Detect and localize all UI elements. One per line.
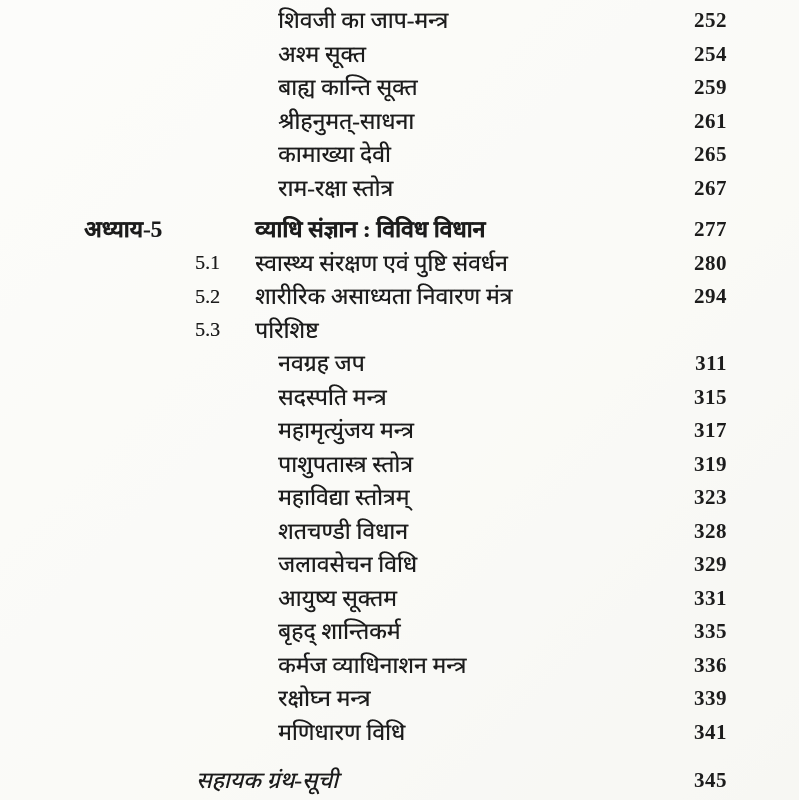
toc-section-row <box>0 280 799 314</box>
page-number: 267 <box>694 175 727 200</box>
entry-title: नवग्रह जप <box>278 351 365 377</box>
entry-title: शिवजी का जाप-मन्त्र <box>278 8 449 34</box>
page-number: 254 <box>694 41 727 66</box>
toc-footer-row <box>0 763 799 799</box>
page-number: 336 <box>694 652 727 677</box>
entry-title: बाह्य कान्ति सूक्त <box>278 75 418 101</box>
section-title: स्वास्थ्य संरक्षण एवं पुष्टि संवर्धन <box>255 250 508 276</box>
toc-chapter-row <box>0 213 799 247</box>
page-number: 265 <box>694 142 727 167</box>
page-number: 328 <box>694 518 727 543</box>
entry-title: मणिधारण विधि <box>278 719 406 745</box>
toc-section-row <box>0 247 799 281</box>
toc-entry-row <box>0 138 799 172</box>
chapter-label: अध्याय-5 <box>84 217 163 243</box>
page-number: 311 <box>695 351 727 376</box>
toc-entry-row <box>0 347 799 381</box>
toc-entry-row <box>0 448 799 482</box>
page-number: 259 <box>694 75 727 100</box>
toc-entry-row <box>0 481 799 515</box>
toc-section-row <box>0 314 799 348</box>
page-number: 315 <box>694 384 727 409</box>
section-number: 5.2 <box>195 285 220 308</box>
toc-entry-row <box>0 105 799 139</box>
toc-entry-row <box>0 582 799 616</box>
section-title: शारीरिक असाध्यता निवारण मंत्र <box>255 284 513 310</box>
entry-title: अश्म सूक्त <box>278 41 366 67</box>
entry-title: सदस्पति मन्त्र <box>278 384 387 410</box>
page-number: 339 <box>694 686 727 711</box>
page-number: 345 <box>694 768 727 793</box>
entry-title: कर्मज व्याधिनाशन मन्त्र <box>278 652 467 678</box>
toc-entry-row <box>0 38 799 72</box>
page-number: 280 <box>694 250 727 275</box>
entry-title: शतचण्डी विधान <box>278 518 408 544</box>
page-number: 323 <box>694 485 727 510</box>
page-number: 329 <box>694 552 727 577</box>
entry-title: कामाख्या देवी <box>278 142 391 168</box>
section-number: 5.1 <box>195 252 220 275</box>
toc-entry-row <box>0 515 799 549</box>
entry-title: जलावसेचन विधि <box>278 552 417 578</box>
page-number: 261 <box>694 108 727 133</box>
toc-entry-row <box>0 649 799 683</box>
chapter-title: व्याधि संज्ञान : विविध विधान <box>255 217 486 243</box>
entry-title: महामृत्युंजय मन्त्र <box>278 418 414 444</box>
page-number: 294 <box>694 284 727 309</box>
entry-title: श्रीहनुमत्-साधना <box>278 108 415 134</box>
toc-entry-row <box>0 172 799 206</box>
bibliography-title: सहायक ग्रंथ-सूची <box>196 768 338 794</box>
toc-entry-row <box>0 71 799 105</box>
entry-title: आयुष्य सूक्तम <box>278 585 397 611</box>
page-number: 317 <box>694 418 727 443</box>
page-number: 331 <box>694 585 727 610</box>
page-number: 277 <box>694 217 727 242</box>
section-title: परिशिष्ट <box>255 317 319 343</box>
toc-entry-row <box>0 414 799 448</box>
entry-title: रक्षोघ्न मन्त्र <box>278 686 371 712</box>
toc-entry-row <box>0 4 799 38</box>
entry-title: राम-रक्षा स्तोत्र <box>278 175 394 201</box>
entry-title: महाविद्या स्तोत्रम् <box>278 485 410 511</box>
section-number: 5.3 <box>195 319 220 342</box>
toc-entry-row <box>0 716 799 750</box>
toc-entry-row <box>0 615 799 649</box>
page-number: 335 <box>694 619 727 644</box>
page-number: 341 <box>694 719 727 744</box>
entry-title: बृहद् शान्तिकर्म <box>278 619 401 645</box>
toc-entry-row <box>0 381 799 415</box>
page-number: 319 <box>694 451 727 476</box>
page-number: 252 <box>694 8 727 33</box>
toc-entry-row <box>0 682 799 716</box>
entry-title: पाशुपतास्त्र स्तोत्र <box>278 451 413 477</box>
toc-entry-row <box>0 548 799 582</box>
